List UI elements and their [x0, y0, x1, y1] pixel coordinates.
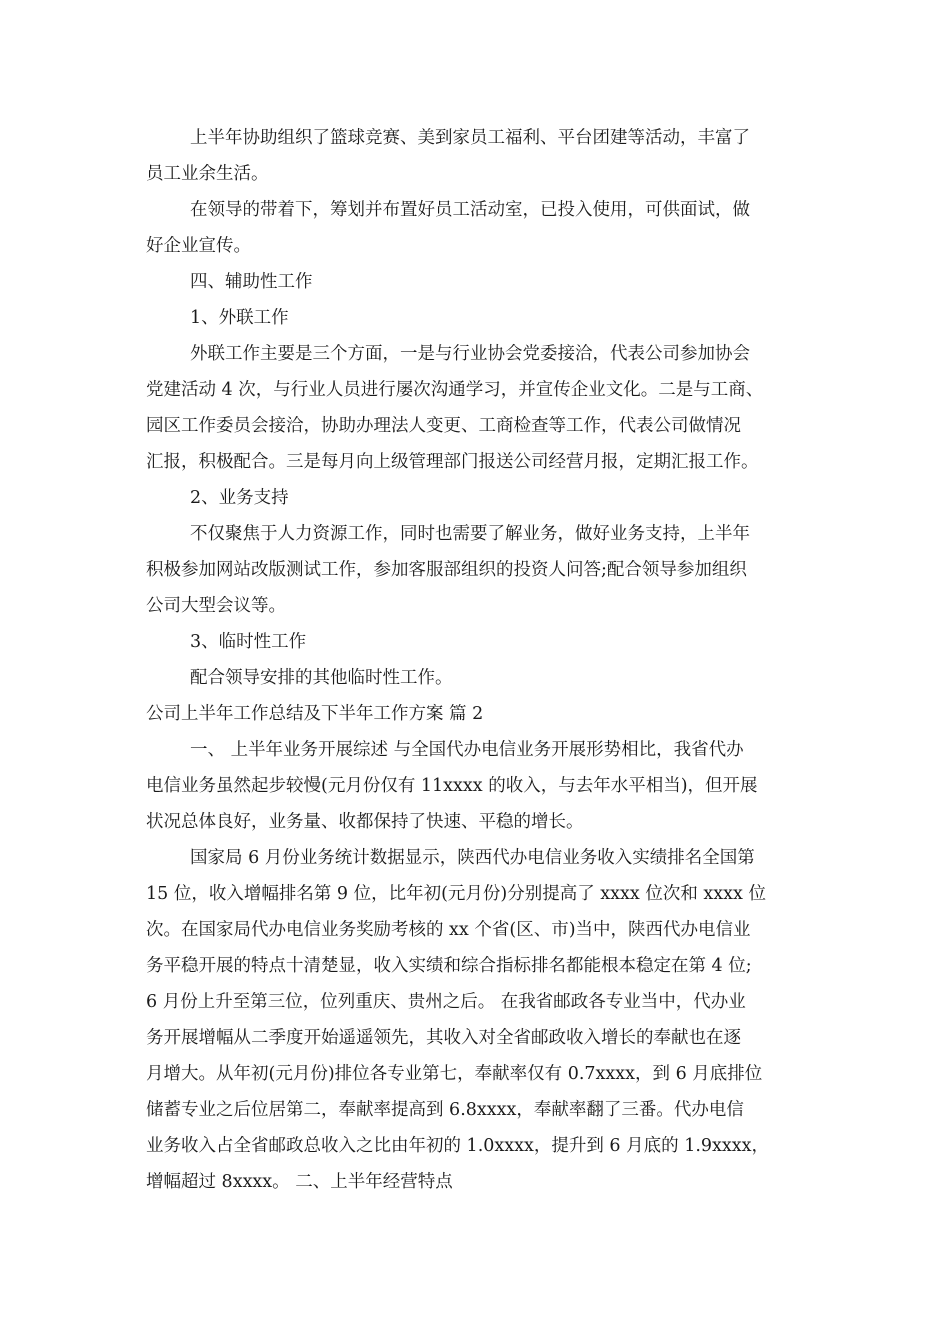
- text-line: 增幅超过 8xxxx。 二、上半年经营特点: [146, 1172, 453, 1192]
- text-line: 6 月份上升至第三位，位列重庆、贵州之后。 在我省邮政各专业当中，代办业: [146, 992, 746, 1012]
- text-line: 好企业宣传。: [146, 236, 251, 256]
- paragraph: [146, 300, 810, 336]
- text-line: 3、临时性工作: [190, 632, 307, 652]
- text-line: 不仅聚焦于人力资源工作，同时也需要了解业务，做好业务支持，上半年: [190, 524, 750, 544]
- paragraph: [146, 480, 810, 516]
- paragraph: [146, 696, 810, 732]
- paragraph: [146, 660, 810, 696]
- text-line: 在领导的带着下，筹划并布置好员工活动室，已投入使用，可供面试，做: [190, 200, 750, 220]
- text-line: 月增大。从年初(元月份)排位各专业第七，奉献率仅有 0.7xxxx，到 6 月底排位: [146, 1064, 763, 1084]
- paragraph: [146, 192, 810, 264]
- paragraph: [146, 336, 810, 480]
- text-line: 配合领导安排的其他临时性工作。: [190, 668, 453, 688]
- text-line: 员工业余生活。: [146, 164, 269, 184]
- text-line: 上半年协助组织了篮球竞赛、美到家员工福利、平台团建等活动，丰富了: [190, 128, 750, 148]
- text-line: 15 位，收入增幅排名第 9 位，比年初(元月份)分别提高了 xxxx 位次和 xxxx 位: [146, 884, 766, 904]
- text-line: 四、辅助性工作: [190, 272, 313, 292]
- text-line: 状况总体良好，业务量、收都保持了快速、平稳的增长。: [146, 812, 584, 832]
- paragraph: [146, 516, 810, 624]
- text-line: 国家局 6 月份业务统计数据显示，陕西代办电信业务收入实绩排名全国第: [190, 848, 755, 868]
- paragraph: [146, 732, 810, 840]
- paragraph: [146, 264, 810, 300]
- text-line: 2、业务支持: [190, 488, 289, 508]
- text-line: 外联工作主要是三个方面，一是与行业协会党委接洽，代表公司参加协会: [190, 344, 750, 364]
- text-line: 一、 上半年业务开展综述 与全国代办电信业务开展形势相比，我省代办: [190, 740, 744, 760]
- text-line: 汇报，积极配合。三是每月向上级管理部门报送公司经营月报，定期汇报工作。: [146, 452, 759, 472]
- text-line: 业务收入占全省邮政总收入之比由年初的 1.0xxxx，提升到 6 月底的 1.9xxxx，: [146, 1136, 769, 1156]
- text-line: 1、外联工作: [190, 308, 289, 328]
- text-line: 积极参加网站改版测试工作，参加客服部组织的投资人问答;配合领导参加组织: [146, 560, 747, 580]
- paragraph: [146, 840, 810, 1200]
- text-line: 公司上半年工作总结及下半年工作方案 篇 2: [146, 704, 484, 724]
- text-line: 党建活动 4 次，与行业人员进行屡次沟通学习，并宣传企业文化。二是与工商、: [146, 380, 764, 400]
- text-line: 次。在国家局代办电信业务奖励考核的 xx 个省(区、市)当中，陕西代办电信业: [146, 920, 751, 940]
- text-line: 园区工作委员会接洽，协助办理法人变更、工商检查等工作，代表公司做情况: [146, 416, 741, 436]
- document-body: [146, 120, 810, 1200]
- text-line: 务平稳开展的特点十清楚显，收入实绩和综合指标排名都能根本稳定在第 4 位;: [146, 956, 752, 976]
- paragraph: [146, 120, 810, 192]
- text-line: 电信业务虽然起步较慢(元月份仅有 11xxxx 的收入，与去年水平相当)，但开展: [146, 776, 758, 796]
- text-line: 储蓄专业之后位居第二，奉献率提高到 6.8xxxx，奉献率翻了三番。代办电信: [146, 1100, 744, 1120]
- paragraph: [146, 624, 810, 660]
- text-line: 务开展增幅从二季度开始遥遥领先，其收入对全省邮政收入增长的奉献也在逐: [146, 1028, 741, 1048]
- text-line: 公司大型会议等。: [146, 596, 286, 616]
